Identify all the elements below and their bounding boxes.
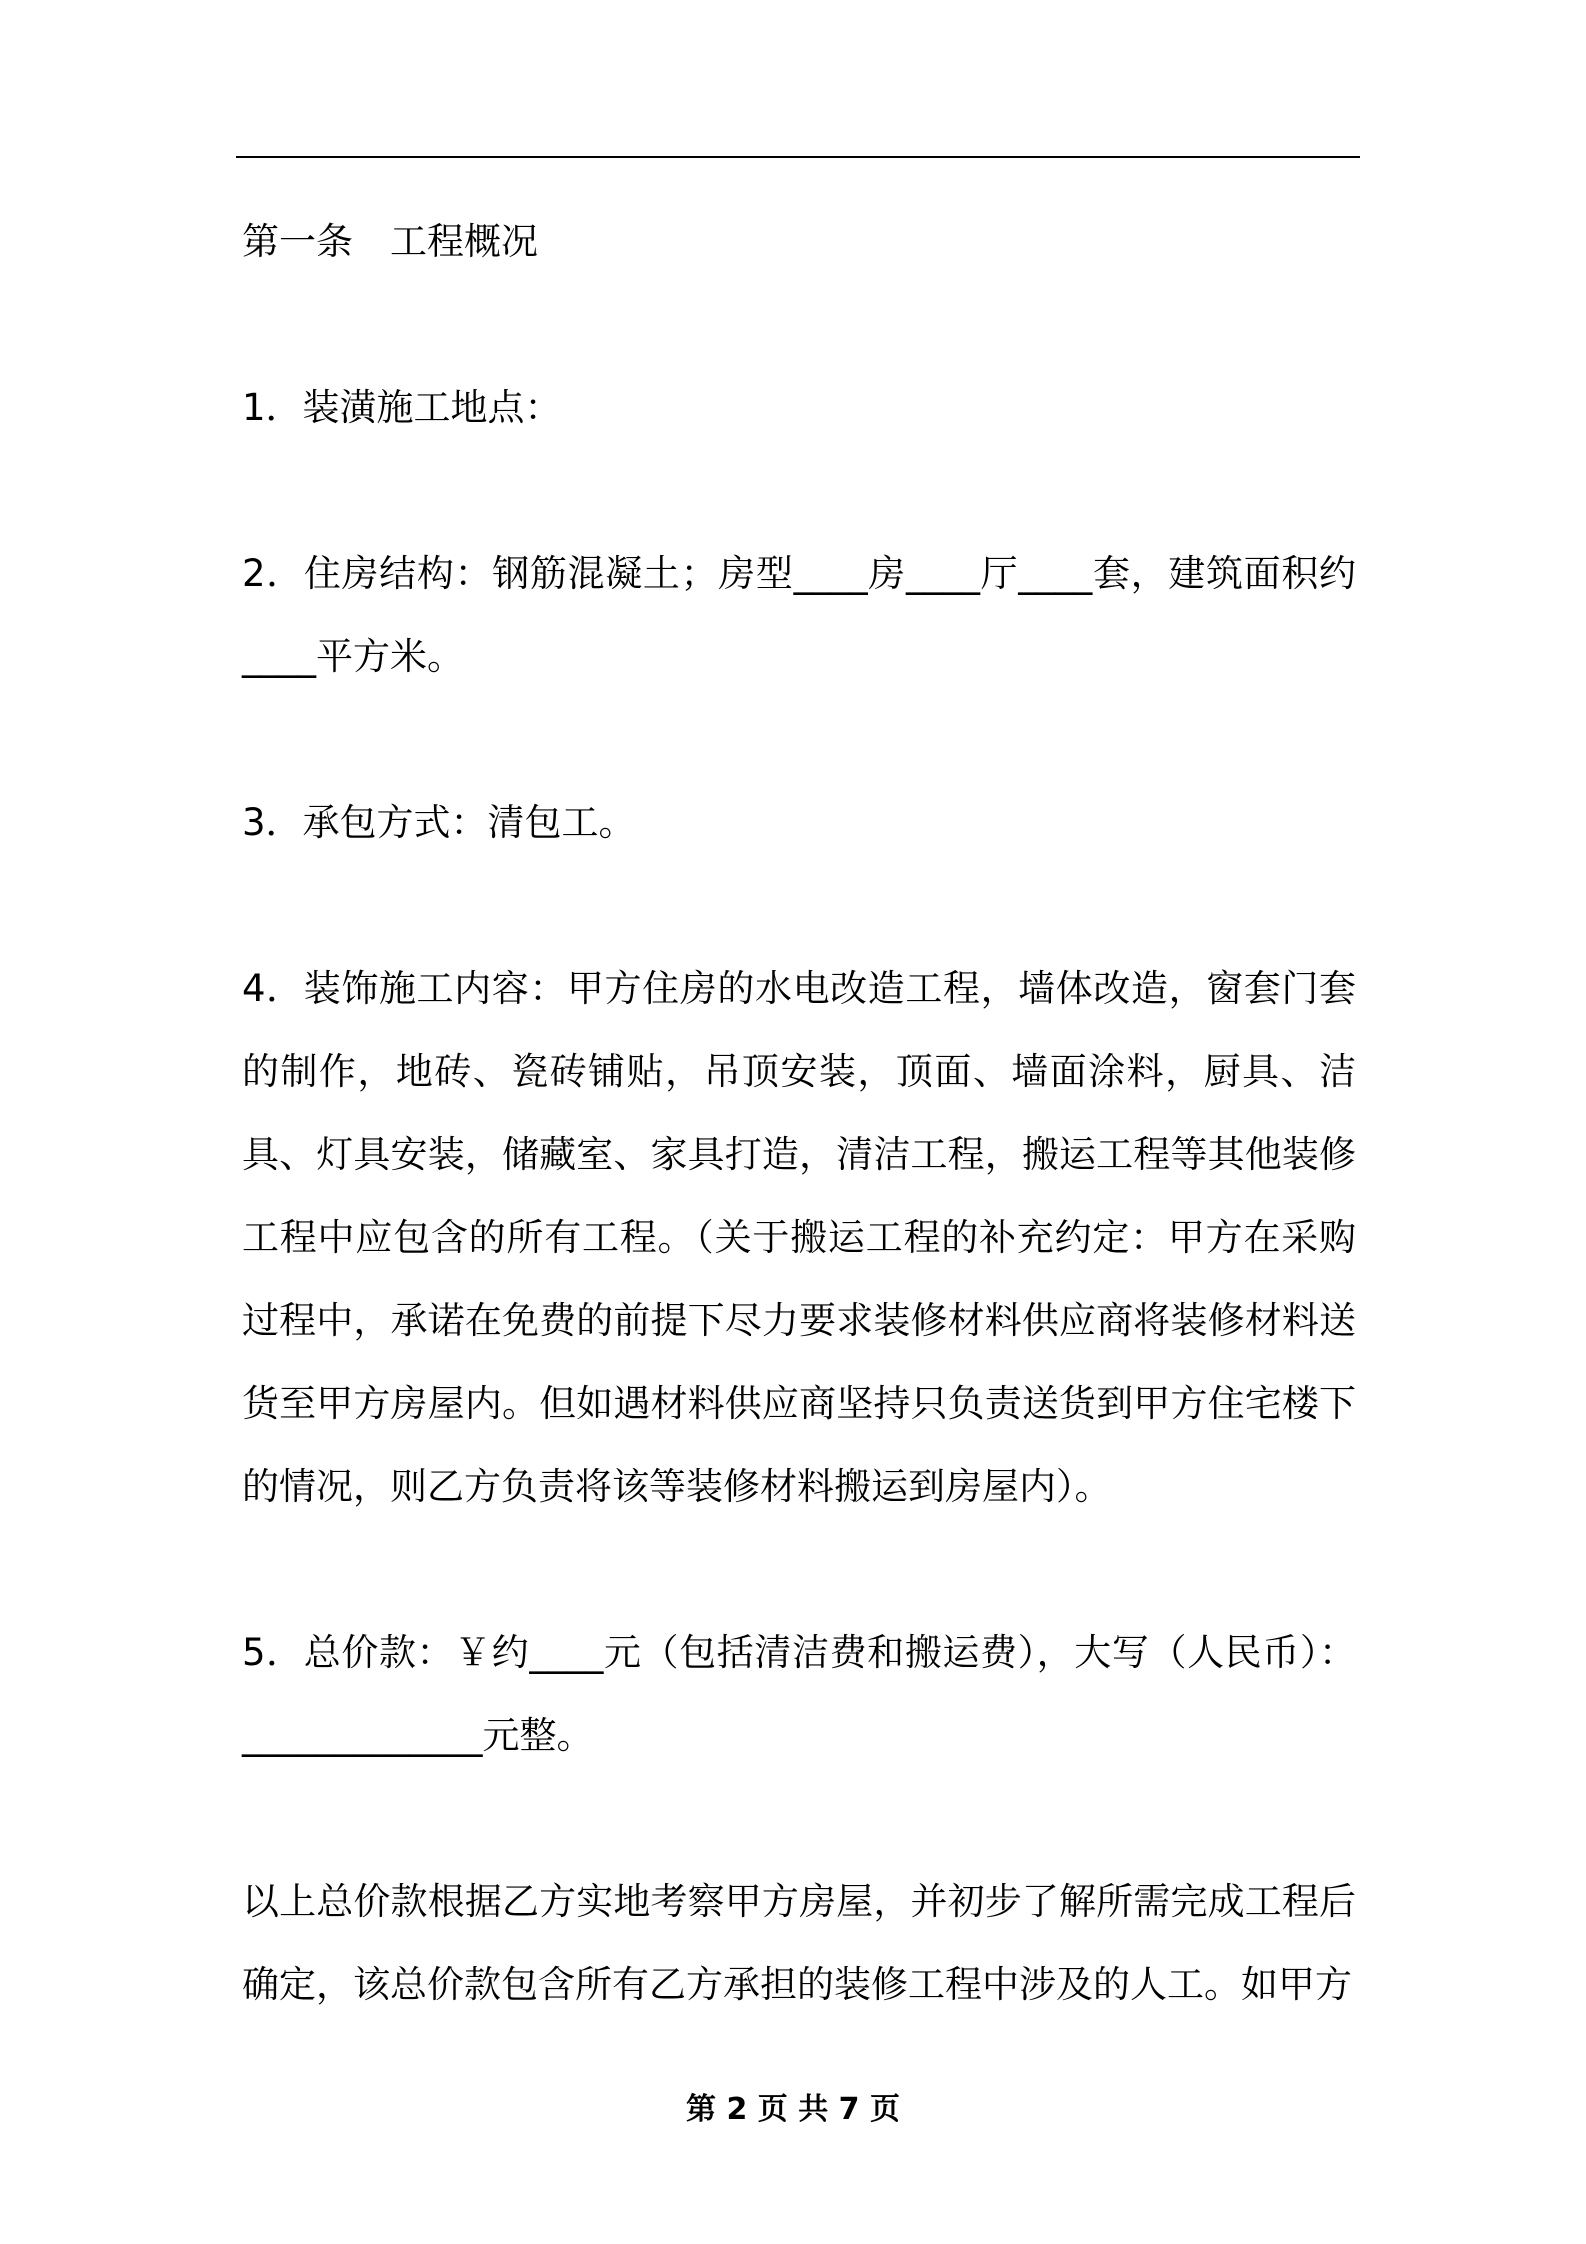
article-title: 第一条 工程概况 bbox=[242, 220, 538, 263]
item-structure: 2．住房结构：钢筋混凝土；房型____房____厅____套，建筑面积约____平方米。 bbox=[242, 552, 1356, 678]
paragraph-price-note: 以上总价款根据乙方实地考察甲方房屋，并初步了解所需完成工程后确定，该总价款包含所有乙方承担的装修工程中涉及的人工。如甲方 bbox=[242, 1880, 1356, 2006]
item-construction-content: 4．装饰施工内容：甲方住房的水电改造工程，墙体改造，窗套门套的制作，地砖、瓷砖铺贴，吊顶安装，顶面、墙面涂料，厨具、洁具、灯具安装，储藏室、家具打造，清洁工程，搬运工程等其他装修工程中应包含的所有工程。（关于搬运工程的补充约定：甲方在采购过程中，承诺在免费的前提下尽力要求装修材料供应商将装修材料送货至甲方房屋内。但如遇材料供应商坚持只负责送货到甲方住宅楼下的情况，则乙方负责将该等装修材料搬运到房屋内）。 bbox=[242, 967, 1356, 1508]
item-location: 1．装潢施工地点： bbox=[242, 386, 562, 429]
header-rule bbox=[236, 156, 1360, 158]
item-contract-method: 3．承包方式：清包工。 bbox=[242, 801, 636, 844]
document-body bbox=[242, 200, 1356, 2026]
page-number-footer: 第 2 页 共 7 页 bbox=[686, 2092, 900, 2127]
item-total-price: 5．总价款：￥约____元（包括清洁费和搬运费），大写（人民币）：_____________元整。 bbox=[242, 1631, 1356, 1757]
